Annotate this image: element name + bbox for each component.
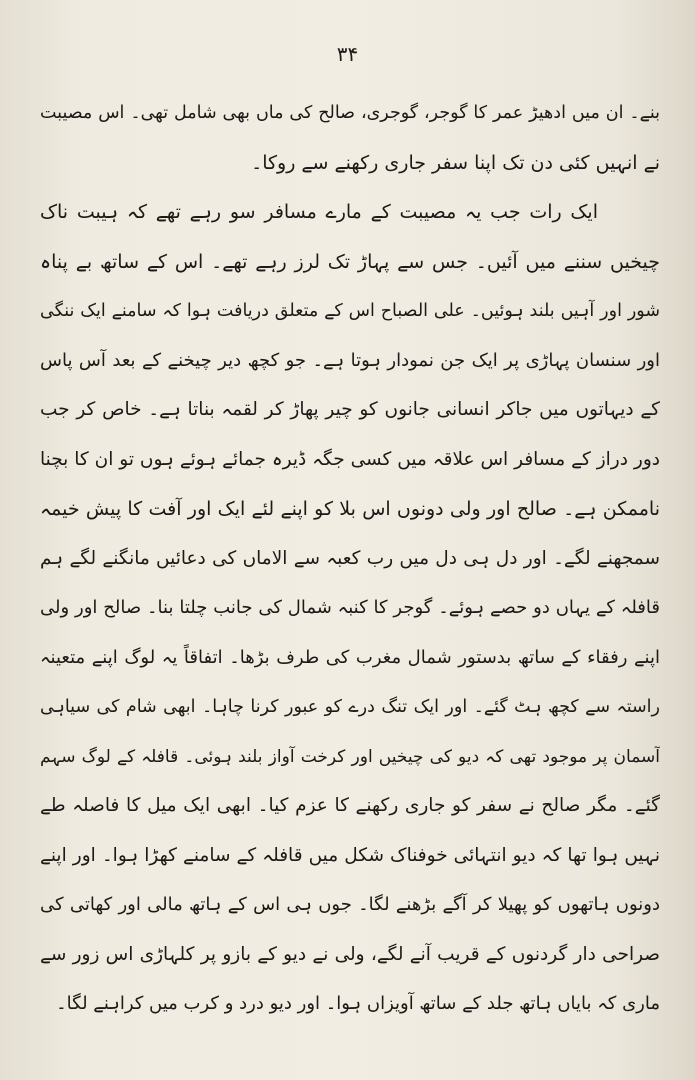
text-line: قافلہ کے یہاں دو حصے ہوئے۔ گوجر کا کنبہ شمال کی جانب چلتا بنا۔ صالح اور ولی [40, 597, 660, 618]
text-line: چیخیں سننے میں آئیں۔ جس سے پہاڑ تک لرز رہے تھے۔ اس کے ساتھ بے پناہ [40, 250, 660, 273]
text-line: شور اور آہیں بلند ہوئیں۔ علی الصباح اس کے متعلق دریافت ہوا کہ سامنے ایک ننگی [40, 301, 660, 321]
text-line: اور سنسان پہاڑی پر ایک جن نمودار ہوتا ہے۔ جو کچھ دیر چیخنے کے بعد آس پاس [40, 349, 660, 371]
text-line: ایک رات جب یہ مصیبت کے مارے مسافر سو رہے تھے کہ ہیبت ناک [40, 201, 598, 223]
page-text [40, 90, 660, 1031]
text-line: آسمان پر موجود تھی کہ دیو کی چیخیں اور کرخت آواز بلند ہوئی۔ قافلہ کے لوگ سہم [40, 746, 660, 767]
text-line: اپنے رفقاء کے ساتھ بدستور شمال مغرب کی طرف بڑھا۔ اتفاقاً یہ لوگ اپنے متعینہ [40, 646, 660, 668]
text-line: دونوں ہاتھوں کو پھیلا کر آگے بڑھنے لگا۔ جوں ہی اس کے ہاتھ مالی اور کھاتی کی [40, 894, 660, 915]
text-line: سمجھنے لگے۔ اور دل ہی دل میں رب کعبہ سے الاماں کی دعائیں مانگنے لگے ہم [40, 547, 660, 569]
text-line: ناممکن ہے۔ صالح اور ولی دونوں اس بلا کو اپنے لئے ایک اور آفت کا پیش خیمہ [40, 498, 660, 520]
text-line: صراحی دار گردنوں کے قریب آنے لگے، ولی نے دیو کے بازو پر کلہاڑی اس زور سے [40, 943, 660, 965]
text-line: راستہ سے کچھ ہٹ گئے۔ اور ایک تنگ درے کو عبور کرنا چاہا۔ ابھی شام کی سیاہی [40, 697, 660, 717]
text-line: نے انہیں کئی دن تک اپنا سفر جاری رکھنے سے روکا۔ [251, 151, 660, 174]
text-line: نہیں ہوا تھا کہ دیو انتہائی خوفناک شکل میں قافلہ کے سامنے کھڑا ہوا۔ اور اپنے [40, 844, 660, 866]
text-line: کے دیہاتوں میں جاکر انسانی جانوں کو چیر پھاڑ کر لقمہ بناتا ہے۔ خاص کر جب [40, 399, 660, 420]
text-line: گئے۔ مگر صالح نے سفر کو جاری رکھنے کا عزم کیا۔ ابھی ایک میل کا فاصلہ طے [40, 795, 660, 816]
text-line: دور دراز کے مسافر اس علاقہ میں کسی جگہ ڈیرہ جمائے ہوئے ہوں تو ان کا بچنا [40, 448, 660, 470]
page-number: ۳۴ [336, 42, 359, 66]
text-line: بنے۔ ان میں ادھیڑ عمر کا گوجر، گوجری، صالح کی ماں بھی شامل تھی۔ اس مصیبت [40, 103, 660, 123]
text-line: ماری کہ بایاں ہاتھ جلد کے ساتھ آویزاں ہوا۔ اور دیو درد و کرب میں کراہنے لگا۔ [56, 993, 660, 1014]
